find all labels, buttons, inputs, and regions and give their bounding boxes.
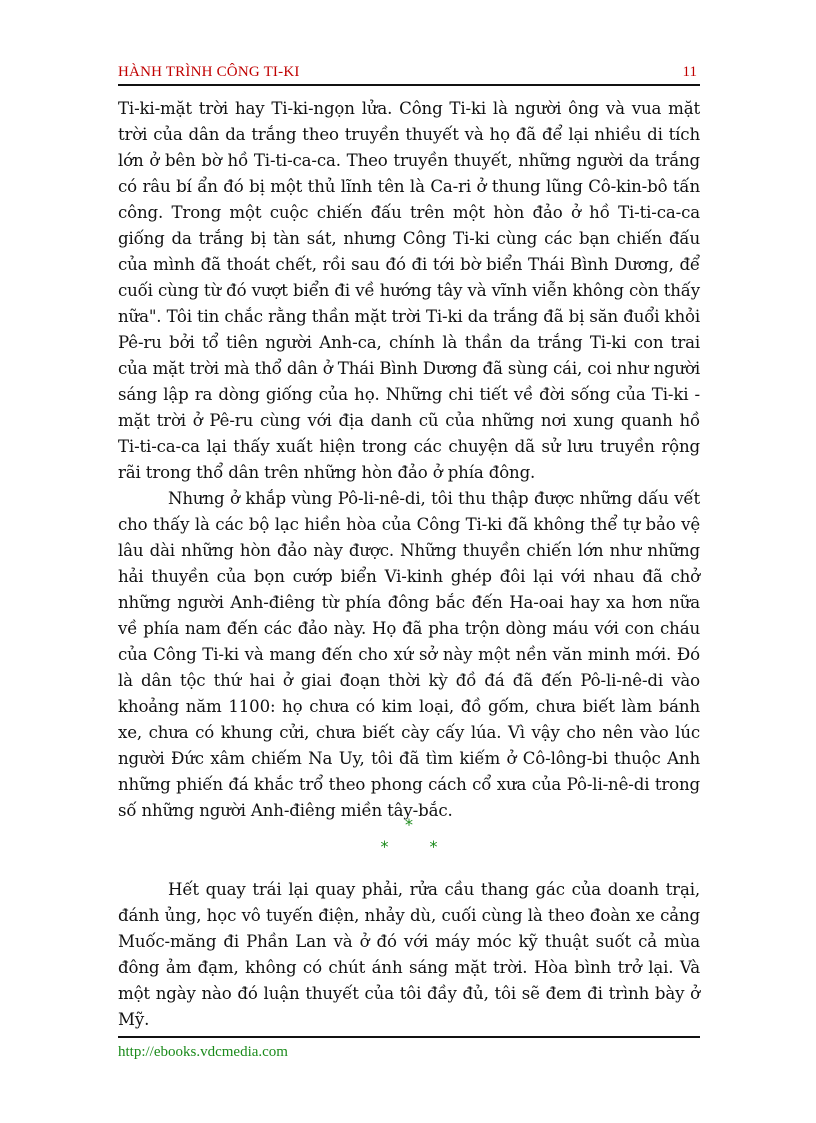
main-text xyxy=(118,96,700,824)
separator-star-top: * xyxy=(405,815,413,834)
separator-stars-bottom: * * xyxy=(380,837,456,856)
page-header xyxy=(118,62,700,86)
paragraph-1: Ti-ki-mặt trời hay Ti-ki-ngọn lửa. Công Ti-ki là người ông và vua mặt trời của dân da trắng theo truyền thuyết và họ đã để lại nhiều di tích lớn ở bên bờ hồ Ti-ti-ca-ca. Theo truyền thuyết, những người da trắng có râu bí ẩn đó bị một thủ lĩnh tên là Ca-ri ở thung lũng Cô-kin-bô tấn công. Trong một cuộc chiến đấu trên một hòn đảo ở hồ Ti-ti-ca-ca giống da trắng bị tàn sát, nhưng Công Ti-ki cùng các bạn chiến đấu của mình đã thoát chết, rồi sau đó đi tới bờ biển Thái Bình Dương, để cuối cùng từ đó vượt biển đi về hướng tây và vĩnh viễn không còn thấy nữa". Tôi tin chắc rằng thần mặt trời Ti-ki da trắng đã bị săn đuổi khỏi Pê-ru bởi tổ tiên người Anh-ca, chính là thần da trắng Ti-ki con trai của mặt trời mà thổ dân ở Thái Bình Dương đã sùng cái, coi như người sáng lập ra dòng giống của họ. Những chi tiết về đời sống của Ti-ki -mặt trời ở Pê-ru cùng với địa danh cũ của những nơi xung quanh hồ Ti-ti-ca-ca lại thấy xuất hiện trong các chuyện dã sử lưu truyền rộng rãi trong thổ dân trên những hòn đảo ở phía đông. xyxy=(118,99,700,482)
paragraph-2: Nhưng ở khắp vùng Pô-li-nê-di, tôi thu thập được những dấu vết cho thấy là các bộ lạc hiền hòa của Công Ti-ki đã không thể tự bảo vệ lâu dài những hòn đảo này được. Những thuyền chiến lớn như những hải thuyền của bọn cướp biển Vi-kinh ghép đôi lại với nhau đã chở những người Anh-điêng từ phía đông bắc đến Ha-oai hay xa hơn nữa về phía nam đến các đảo này. Họ đã pha trộn dòng máu với con cháu của Công Ti-ki và mang đến cho xứ sở này một nền văn minh mới. Đó là dân tộc thứ hai ở giai đoạn thời kỳ đồ đá đã đến Pô-li-nê-di vào khoảng năm 1100: họ chưa có kim loại, đồ gốm, chưa biết làm bánh xe, chưa có khung cửi, chưa biết cày cấy lúa. Vì vậy cho nên vào lúc người Đức xâm chiếm Na Uy, tôi đã tìm kiếm ở Cô-lông-bi thuộc Anh những phiến đá khắc trổ theo phong cách cổ xưa của Pô-li-nê-di trong số những người Anh-điêng miền tây-bắc. xyxy=(118,489,700,820)
section-separator xyxy=(118,814,700,858)
book-title: HÀNH TRÌNH CÔNG TI-KI xyxy=(118,64,300,80)
page-number: 11 xyxy=(682,64,697,80)
paragraph-3: Hết quay trái lại quay phải, rửa cầu thang gác của doanh trại, đánh ủng, học vô tuyến điện, nhảy dù, cuối cùng là theo đoàn xe cảng Muốc-măng đi Phần Lan và ở đó với máy móc kỹ thuật suốt cả mùa đông ảm đạm, không có chút ánh sáng mặt trời. Hòa bình trở lại. Và một ngày nào đó luận thuyết của tôi đầy đủ, tôi sẽ đem đi trình bày ở Mỹ. xyxy=(118,880,700,1029)
footer-link[interactable]: http://ebooks.vdcmedia.com xyxy=(118,1044,288,1060)
closing-text xyxy=(118,877,700,1033)
footer-divider xyxy=(118,1036,700,1038)
